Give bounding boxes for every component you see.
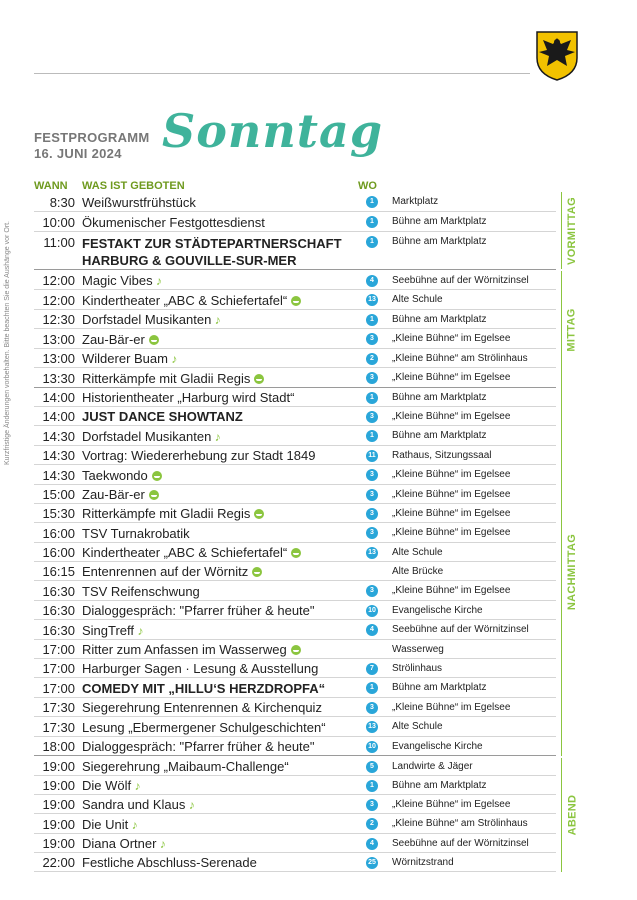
kids-smiley-icon — [149, 335, 159, 345]
row-event-text: Kindertheater „ABC & Schiefertafel“ — [82, 545, 288, 560]
kids-smiley-icon — [291, 296, 301, 306]
row-time: 19:00 — [42, 817, 75, 832]
row-event — [82, 273, 382, 288]
table-row — [34, 737, 556, 756]
row-time: 16:00 — [42, 545, 75, 560]
row-event — [82, 351, 382, 366]
period-vormittag: VORMITTAG — [566, 196, 579, 265]
row-time: 10:00 — [42, 215, 75, 230]
music-note-icon: ♪ — [211, 430, 221, 444]
row-time: 19:00 — [42, 797, 75, 812]
table-row — [34, 795, 556, 814]
music-note-icon: ♪ — [211, 313, 221, 327]
location-number-badge: 3 — [366, 333, 378, 345]
row-event — [82, 817, 382, 832]
row-time: 15:30 — [42, 506, 75, 521]
row-location: Seebühne auf der Wörnitzinsel — [392, 624, 529, 635]
table-row — [34, 543, 556, 562]
kids-smiley-icon — [152, 471, 162, 481]
location-number-badge: 25 — [366, 857, 378, 869]
row-event — [82, 545, 382, 560]
row-event — [82, 603, 382, 618]
row-event-text: Ritterkämpfe mit Gladii Regis — [82, 506, 251, 521]
row-event — [82, 681, 382, 696]
location-number-badge: 3 — [366, 508, 378, 520]
row-location: Strölinhaus — [392, 663, 443, 674]
row-location: Bühne am Marktplatz — [392, 780, 487, 791]
kids-smiley-icon — [149, 490, 159, 500]
row-time: 16:30 — [42, 584, 75, 599]
row-event — [82, 215, 382, 230]
row-event-text: Die Wölf — [82, 778, 132, 793]
row-event-text: Magic Vibes — [82, 273, 153, 288]
table-row — [34, 446, 556, 465]
row-location: Evangelische Kirche — [392, 605, 483, 616]
table-row — [34, 232, 556, 270]
location-number-badge: 3 — [366, 411, 378, 423]
row-divider — [34, 871, 556, 872]
table-row — [34, 717, 556, 737]
row-location: Wasserweg — [392, 644, 444, 655]
row-location: Bühne am Marktplatz — [392, 682, 487, 693]
row-time: 14:30 — [42, 468, 75, 483]
row-event — [82, 506, 382, 521]
row-event-text: Siegerehrung „Maibaum-Challenge“ — [82, 759, 289, 774]
music-note-icon: ♪ — [128, 818, 138, 832]
location-number-badge: 3 — [366, 489, 378, 501]
table-row — [34, 465, 556, 485]
row-event-text: Taekwondo — [82, 468, 148, 483]
row-time: 22:00 — [42, 855, 75, 870]
row-time: 13:00 — [42, 332, 75, 347]
location-number-badge: 4 — [366, 624, 378, 636]
page-title: Sonntag — [162, 104, 384, 158]
row-event — [82, 797, 382, 812]
row-event-text: TSV Reifenschwung — [82, 584, 200, 599]
row-location: „Kleine Bühne“ am Strölinhaus — [392, 353, 528, 364]
location-number-badge: 10 — [366, 605, 378, 617]
row-location: Bühne am Marktplatz — [392, 216, 487, 227]
row-event — [82, 720, 382, 735]
row-time: 17:30 — [42, 720, 75, 735]
kids-smiley-icon — [254, 509, 264, 519]
kids-smiley-icon — [291, 548, 301, 558]
row-event-text: Diana Ortner — [82, 836, 157, 851]
row-location: „Kleine Bühne“ im Egelsee — [392, 469, 511, 480]
location-number-badge: 7 — [366, 663, 378, 675]
table-row — [34, 192, 556, 212]
row-event-text: Festliche Abschluss-Serenade — [82, 855, 257, 870]
row-event-text: Dorfstadel Musikanten — [82, 429, 212, 444]
row-event-text: Dorfstadel Musikanten — [82, 312, 212, 327]
column-header-was: WAS IST GEBOTEN — [82, 180, 185, 192]
row-event-text: COMEDY MIT „HILLU‘S HERZDROPFA“ — [82, 681, 326, 696]
location-number-badge: 5 — [366, 761, 378, 773]
table-row — [34, 581, 556, 601]
row-event — [82, 390, 382, 405]
table-row — [34, 659, 556, 678]
music-note-icon: ♪ — [131, 779, 141, 793]
row-location: „Kleine Bühne“ im Egelsee — [392, 411, 511, 422]
table-row — [34, 368, 556, 388]
row-event-text: Entenrennen auf der Wörnitz — [82, 564, 249, 579]
row-time: 13:00 — [42, 351, 75, 366]
row-event — [82, 623, 382, 638]
row-divider — [34, 755, 556, 756]
row-event-text: Zau-Bär-er — [82, 487, 145, 502]
table-row — [34, 310, 556, 329]
row-time: 18:00 — [42, 739, 75, 754]
column-header-wann: WANN — [34, 180, 68, 192]
row-event-text: Wilderer Buam — [82, 351, 168, 366]
table-row — [34, 562, 556, 581]
row-time: 16:30 — [42, 623, 75, 638]
row-location: „Kleine Bühne“ im Egelsee — [392, 508, 511, 519]
location-number-badge: 1 — [366, 314, 378, 326]
row-time: 19:00 — [42, 759, 75, 774]
kids-smiley-icon — [291, 645, 301, 655]
row-event-text: Lesung „Ebermergener Schulgeschichten“ — [82, 720, 326, 735]
row-time: 11:00 — [43, 235, 75, 250]
row-event — [82, 312, 382, 327]
table-row — [34, 504, 556, 523]
location-number-badge: 11 — [366, 450, 378, 462]
row-time: 19:00 — [42, 836, 75, 851]
location-number-badge: 1 — [366, 682, 378, 694]
period-bar-abend — [561, 758, 562, 872]
row-event — [82, 584, 382, 599]
row-event — [82, 195, 382, 210]
music-note-icon: ♪ — [185, 798, 195, 812]
period-mittag: MITTAG — [566, 307, 578, 352]
location-number-badge: 13 — [366, 547, 378, 559]
row-event — [82, 371, 382, 386]
row-divider — [34, 269, 556, 270]
music-note-icon: ♪ — [167, 352, 178, 366]
period-bar-vormittag — [561, 192, 562, 269]
row-location: Evangelische Kirche — [392, 741, 483, 752]
location-number-badge: 3 — [366, 585, 378, 597]
row-event-text: Ritter zum Anfassen im Wasserweg — [82, 642, 287, 657]
row-event — [82, 661, 382, 676]
location-number-badge: 3 — [366, 527, 378, 539]
location-number-badge: 13 — [366, 294, 378, 306]
row-location: Bühne am Marktplatz — [392, 430, 487, 441]
table-row — [34, 388, 556, 407]
row-event-text: SingTreff — [82, 623, 135, 638]
row-event-text: Weißwurstfrühstück — [82, 195, 196, 210]
location-number-badge: 1 — [366, 780, 378, 792]
row-event — [82, 700, 382, 715]
row-event-text: Die Unit — [82, 817, 129, 832]
location-number-badge: 1 — [366, 196, 378, 208]
row-time: 17:00 — [42, 661, 75, 676]
location-number-badge: 10 — [366, 741, 378, 753]
row-event-text: Ritterkämpfe mit Gladii Regis — [82, 371, 251, 386]
location-number-badge: 2 — [366, 353, 378, 365]
row-event — [82, 429, 382, 444]
row-location: Bühne am Marktplatz — [392, 392, 487, 403]
row-location: Seebühne auf der Wörnitzinsel — [392, 838, 529, 849]
row-location: „Kleine Bühne“ im Egelsee — [392, 489, 511, 500]
row-time: 16:30 — [42, 603, 75, 618]
header-divider — [34, 73, 530, 74]
row-time: 14:30 — [42, 448, 75, 463]
table-row — [34, 349, 556, 368]
location-number-badge: 1 — [366, 392, 378, 404]
date-label: 16. JUNI 2024 — [34, 146, 122, 161]
row-event — [82, 759, 382, 774]
row-event — [82, 235, 382, 269]
table-row — [34, 407, 556, 426]
music-note-icon: ♪ — [156, 837, 166, 851]
table-row — [34, 620, 556, 640]
row-location: Alte Schule — [392, 294, 443, 305]
row-event-text: TSV Turnakrobatik — [82, 526, 190, 541]
row-event — [82, 409, 382, 424]
row-location: „Kleine Bühne“ am Strölinhaus — [392, 818, 528, 829]
table-row — [34, 290, 556, 310]
row-time: 14:00 — [42, 390, 75, 405]
location-number-badge: 1 — [366, 236, 378, 248]
period-bar-nachmittag — [561, 388, 562, 756]
table-row — [34, 678, 556, 698]
kids-smiley-icon — [252, 567, 262, 577]
location-number-badge: 3 — [366, 372, 378, 384]
row-time: 16:15 — [42, 564, 75, 579]
row-location: Landwirte & Jäger — [392, 761, 473, 772]
table-row — [34, 776, 556, 795]
row-time: 15:00 — [42, 487, 75, 502]
row-event — [82, 487, 382, 502]
row-event — [82, 642, 382, 657]
period-nachmittag: NACHMITTAG — [566, 533, 578, 611]
location-number-badge: 1 — [366, 216, 378, 228]
row-location: Seebühne auf der Wörnitzinsel — [392, 275, 529, 286]
disclaimer-note: Kurzfristige Änderungen vorbehalten. Bitte beachten Sie die Aushänge vor Ort. — [4, 221, 11, 465]
row-time: 14:00 — [42, 409, 75, 424]
row-event — [82, 526, 382, 541]
table-row — [34, 271, 556, 290]
table-row — [34, 212, 556, 232]
row-location: Alte Brücke — [392, 566, 444, 577]
period-abend: ABEND — [566, 794, 578, 836]
row-location: Alte Schule — [392, 721, 443, 732]
location-number-badge: 2 — [366, 818, 378, 830]
row-location: Rathaus, Sitzungssaal — [392, 450, 492, 461]
table-row — [34, 601, 556, 620]
row-location: „Kleine Bühne“ im Egelsee — [392, 799, 511, 810]
location-number-badge: 1 — [366, 430, 378, 442]
row-location: „Kleine Bühne“ im Egelsee — [392, 527, 511, 538]
table-row — [34, 814, 556, 834]
row-event-text: Dialoggespräch: "Pfarrer früher & heute" — [82, 739, 315, 754]
row-event-text: FESTAKT ZUR STÄDTEPARTNERSCHAFT HARBURG & GOUVILLE-SUR-MER — [82, 236, 342, 268]
row-event — [82, 855, 382, 870]
table-row — [34, 853, 556, 872]
row-event-text: Zau-Bär-er — [82, 332, 145, 347]
row-location: Bühne am Marktplatz — [392, 236, 487, 247]
row-time: 14:30 — [42, 429, 75, 444]
row-location: „Kleine Bühne“ im Egelsee — [392, 702, 511, 713]
row-event-text: Siegerehrung Entenrennen & Kirchenquiz — [82, 700, 322, 715]
location-number-badge: 3 — [366, 799, 378, 811]
period-bar-mittag — [561, 271, 562, 388]
row-event-text: Dialoggespräch: "Pfarrer früher & heute" — [82, 603, 315, 618]
music-note-icon: ♪ — [152, 274, 162, 288]
row-time: 12:00 — [42, 293, 75, 308]
row-location: Wörnitzstrand — [392, 857, 454, 868]
row-time: 17:00 — [42, 642, 75, 657]
row-event-text: Ökumenischer Festgottesdienst — [82, 215, 265, 230]
row-event-text: Sandra und Klaus — [82, 797, 186, 812]
festprogramm-label: FESTPROGRAMM — [34, 130, 150, 145]
row-location: Bühne am Marktplatz — [392, 314, 487, 325]
row-event-text: Harburger Sagen · Lesung & Ausstellung — [82, 661, 319, 676]
kids-smiley-icon — [254, 374, 264, 384]
column-header-wo: WO — [358, 180, 377, 192]
row-time: 16:00 — [42, 526, 75, 541]
table-row — [34, 834, 556, 853]
row-location: „Kleine Bühne“ im Egelsee — [392, 372, 511, 383]
row-event — [82, 468, 382, 483]
table-row — [34, 329, 556, 349]
location-number-badge: 3 — [366, 469, 378, 481]
table-row — [34, 426, 556, 446]
coat-of-arms-icon — [535, 28, 579, 82]
table-row — [34, 640, 556, 659]
row-event — [82, 293, 382, 308]
location-number-badge: 13 — [366, 721, 378, 733]
table-row — [34, 485, 556, 504]
music-note-icon: ♪ — [134, 624, 144, 638]
row-event-text: Kindertheater „ABC & Schiefertafel“ — [82, 293, 288, 308]
row-event — [82, 778, 382, 793]
location-number-badge: 3 — [366, 702, 378, 714]
row-location: „Kleine Bühne“ im Egelsee — [392, 333, 511, 344]
row-event — [82, 564, 382, 579]
row-time: 17:00 — [42, 681, 75, 696]
row-time: 12:00 — [42, 273, 75, 288]
row-time: 12:30 — [42, 312, 75, 327]
table-row — [34, 757, 556, 776]
row-event-text: Historientheater „Harburg wird Stadt“ — [82, 390, 295, 405]
row-time: 13:30 — [42, 371, 75, 386]
row-location: Alte Schule — [392, 547, 443, 558]
row-location: „Kleine Bühne“ im Egelsee — [392, 585, 511, 596]
row-time: 8:30 — [49, 195, 75, 210]
row-time: 19:00 — [42, 778, 75, 793]
row-event — [82, 332, 382, 347]
row-location: Marktplatz — [392, 196, 439, 207]
row-event-text: JUST DANCE SHOWTANZ — [82, 409, 243, 424]
row-event — [82, 448, 382, 463]
table-row — [34, 523, 556, 543]
row-event — [82, 739, 382, 754]
table-row — [34, 698, 556, 717]
row-time: 17:30 — [42, 700, 75, 715]
location-number-badge: 4 — [366, 838, 378, 850]
row-event-text: Vortrag: Wiedererhebung zur Stadt 1849 — [82, 448, 316, 463]
location-number-badge: 4 — [366, 275, 378, 287]
row-event — [82, 836, 382, 851]
